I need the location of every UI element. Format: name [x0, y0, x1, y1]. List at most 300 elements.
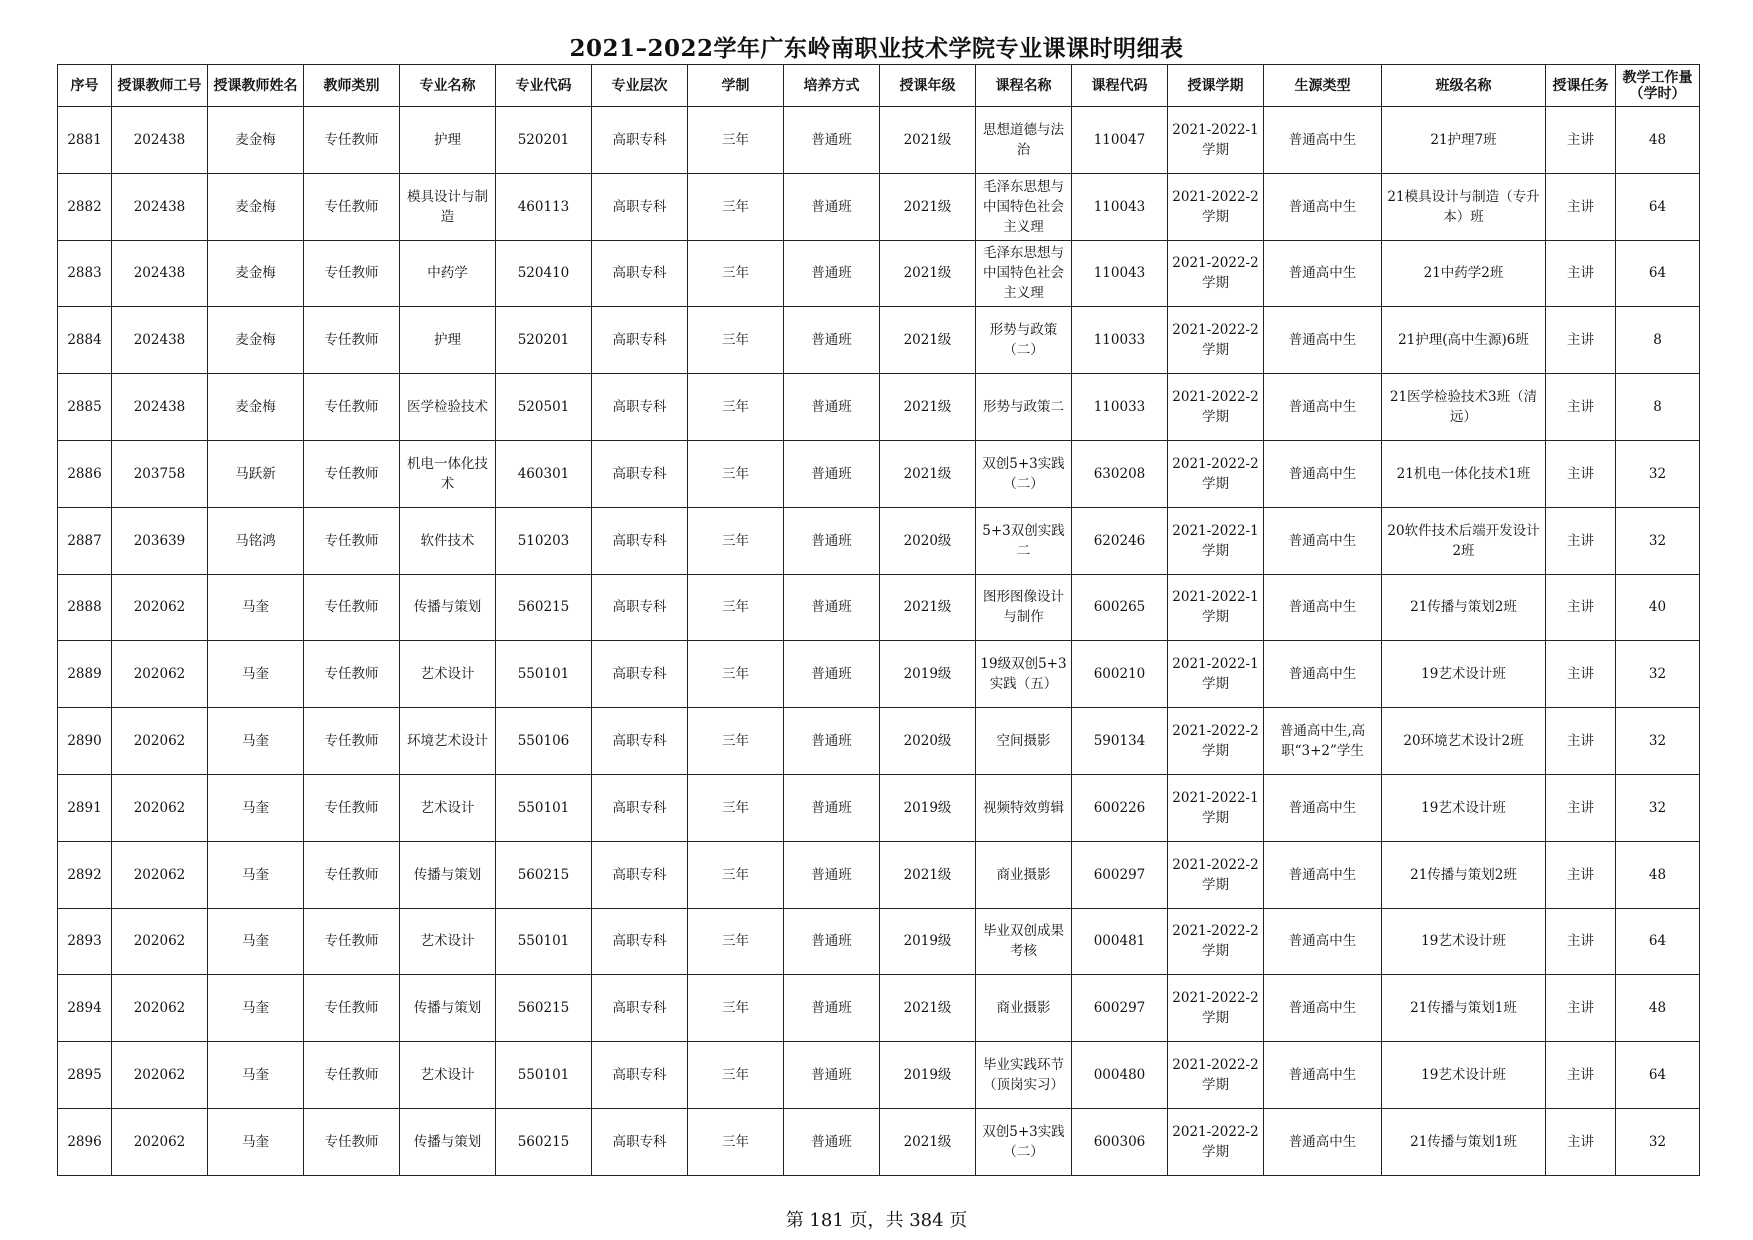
cell-text: 高职专科	[612, 332, 667, 349]
table-cell	[880, 107, 976, 174]
table-cell	[112, 841, 208, 908]
table-cell	[688, 107, 784, 174]
table-cell	[688, 507, 784, 574]
cell-text: 2021-2022-2学期	[1172, 255, 1259, 292]
table-cell	[880, 774, 976, 841]
cell-text: 高职专科	[612, 1133, 667, 1150]
cell-text: 三年	[722, 933, 749, 950]
cell-text: 三年	[722, 399, 749, 416]
table-cell	[592, 107, 688, 174]
cell-text: 5+3双创实践二	[982, 522, 1065, 559]
table-cell	[400, 307, 496, 374]
cell-text: 520501	[517, 399, 570, 416]
table-cell	[1382, 708, 1546, 775]
table-row	[58, 708, 1700, 775]
table-cell	[496, 841, 592, 908]
table-cell	[208, 307, 304, 374]
cell-text: 麦金梅	[235, 131, 276, 148]
table-cell	[1382, 908, 1546, 975]
table-cell	[784, 1108, 880, 1175]
cell-text: 2893	[67, 933, 102, 950]
table-cell	[976, 307, 1072, 374]
cell-text: 普通高中生	[1288, 532, 1357, 549]
table-cell	[1168, 574, 1264, 641]
cell-text: 21传播与策划2班	[1410, 599, 1517, 616]
cell-text: 2882	[67, 198, 102, 215]
table-cell	[112, 574, 208, 641]
table-cell	[1546, 307, 1616, 374]
table-cell	[1546, 107, 1616, 174]
table-cell	[58, 841, 112, 908]
cell-text: 三年	[722, 666, 749, 683]
table-cell	[1382, 574, 1546, 641]
cell-text: 2021-2022-2学期	[1172, 1123, 1259, 1160]
cell-text: 主讲	[1567, 332, 1594, 349]
cell-text: 202062	[133, 866, 186, 883]
page-title: 2021–2022学年广东岭南职业技术学院专业课课时明细表	[569, 35, 1184, 62]
cell-text: 2885	[67, 399, 102, 416]
cell-text: 21中药学2班	[1423, 265, 1504, 282]
cell-text: 模具设计与制造	[407, 188, 488, 225]
table-cell	[880, 1108, 976, 1175]
table-cell	[208, 975, 304, 1042]
table-row	[58, 1108, 1700, 1175]
table-cell	[1072, 374, 1168, 441]
cell-text: 普通高中生	[1288, 866, 1357, 883]
cell-text: 2890	[67, 733, 102, 750]
cell-text: 马铭鸿	[235, 532, 276, 549]
cell-text: 2886	[67, 465, 102, 482]
table-cell	[112, 507, 208, 574]
table-cell	[784, 641, 880, 708]
table-cell	[1168, 440, 1264, 507]
table-cell	[688, 374, 784, 441]
cell-text: 马奎	[242, 1133, 269, 1150]
table-cell	[58, 975, 112, 1042]
table-cell	[592, 574, 688, 641]
cell-text: 马跃新	[235, 465, 276, 482]
cell-text: 专任教师	[324, 866, 379, 883]
cell-text: 普通班	[811, 599, 852, 616]
table-cell	[1382, 173, 1546, 240]
cell-text: 21模具设计与制造（专升本）班	[1387, 188, 1540, 225]
table-cell	[1382, 107, 1546, 174]
table-cell	[784, 440, 880, 507]
cell-text: 32	[1648, 799, 1667, 816]
cell-text: 毕业实践环节（顶岗实习）	[983, 1057, 1064, 1094]
cell-text: 560215	[517, 1000, 570, 1017]
cell-text: 2021级	[903, 131, 952, 148]
table-cell	[1168, 107, 1264, 174]
cell-text: 传播与策划	[413, 866, 482, 883]
table-cell	[58, 708, 112, 775]
table-cell	[592, 774, 688, 841]
cell-text: 202438	[133, 198, 186, 215]
cell-text: 普通班	[811, 532, 852, 549]
table-cell	[1546, 240, 1616, 307]
cell-text: 软件技术	[420, 532, 475, 549]
cell-text: 2021-2022-2学期	[1172, 856, 1259, 893]
table-cell	[1264, 307, 1382, 374]
column-header: 专业代码	[496, 65, 592, 107]
cell-text: 2021-2022-2学期	[1172, 455, 1259, 492]
table-row	[58, 507, 1700, 574]
table-cell	[880, 908, 976, 975]
table-cell	[1616, 107, 1700, 174]
cell-text: 高职专科	[612, 799, 667, 816]
table-cell	[880, 841, 976, 908]
cell-text: 2884	[67, 332, 102, 349]
cell-text: 专任教师	[324, 733, 379, 750]
table-cell	[976, 507, 1072, 574]
column-header: 专业名称	[400, 65, 496, 107]
table-cell	[400, 574, 496, 641]
cell-text: 32	[1648, 465, 1667, 482]
table-cell	[688, 975, 784, 1042]
table-cell	[496, 307, 592, 374]
table-cell	[1616, 975, 1700, 1042]
table-cell	[592, 1042, 688, 1109]
table-cell	[976, 574, 1072, 641]
cell-text: 48	[1648, 131, 1667, 148]
cell-text: 专任教师	[324, 1133, 379, 1150]
table-cell	[976, 975, 1072, 1042]
cell-text: 2019级	[903, 666, 952, 683]
cell-text: 2021-2022-1学期	[1172, 121, 1259, 158]
cell-text: 形势与政策二	[983, 399, 1064, 416]
cell-text: 2888	[67, 599, 102, 616]
table-cell	[1264, 574, 1382, 641]
cell-text: 510203	[517, 532, 570, 549]
table-cell	[1264, 1108, 1382, 1175]
cell-text: 主讲	[1567, 666, 1594, 683]
cell-text: 64	[1648, 933, 1667, 950]
table-cell	[1072, 107, 1168, 174]
table-cell	[58, 574, 112, 641]
table-cell	[1072, 975, 1168, 1042]
table-cell	[1072, 908, 1168, 975]
cell-text: 主讲	[1567, 265, 1594, 282]
table-cell	[1072, 708, 1168, 775]
cell-text: 思想道德与法治	[983, 121, 1064, 158]
cell-text: 48	[1648, 1000, 1667, 1017]
table-cell	[1264, 774, 1382, 841]
table-cell	[1382, 975, 1546, 1042]
cell-text: 三年	[722, 799, 749, 816]
cell-text: 550101	[517, 666, 570, 683]
table-cell	[1264, 975, 1382, 1042]
cell-text: 马奎	[242, 799, 269, 816]
cell-text: 202062	[133, 666, 186, 683]
table-cell	[784, 1042, 880, 1109]
table-cell	[58, 307, 112, 374]
cell-text: 视频特效剪辑	[983, 799, 1064, 816]
table-cell	[688, 240, 784, 307]
table-row	[58, 574, 1700, 641]
cell-text: 普通班	[811, 1133, 852, 1150]
table-cell	[688, 841, 784, 908]
table-cell	[208, 1108, 304, 1175]
table-row	[58, 107, 1700, 174]
table-cell	[208, 841, 304, 908]
cell-text: 520201	[517, 131, 570, 148]
table-cell	[1616, 173, 1700, 240]
cell-text: 2021-2022-1学期	[1172, 522, 1259, 559]
cell-text: 普通高中生	[1288, 799, 1357, 816]
table-cell	[784, 708, 880, 775]
table-cell	[208, 708, 304, 775]
cell-text: 110033	[1093, 399, 1146, 416]
column-header: 课程代码	[1072, 65, 1168, 107]
table-body	[58, 107, 1700, 1176]
cell-text: 630208	[1093, 465, 1146, 482]
cell-text: 21机电一体化技术1班	[1396, 465, 1531, 482]
table-cell	[1168, 641, 1264, 708]
table-cell	[1382, 841, 1546, 908]
cell-text: 2021级	[903, 332, 952, 349]
cell-text: 202062	[133, 733, 186, 750]
table-cell	[1616, 1042, 1700, 1109]
column-header: 教学工作量（学时）	[1616, 65, 1700, 107]
cell-text: 2021级	[903, 599, 952, 616]
table-cell	[1616, 774, 1700, 841]
table-cell	[208, 774, 304, 841]
table-cell	[304, 975, 400, 1042]
cell-text: 麦金梅	[235, 399, 276, 416]
cell-text: 中药学	[427, 265, 468, 282]
table-cell	[58, 1108, 112, 1175]
cell-text: 202438	[133, 131, 186, 148]
cell-text: 普通班	[811, 1000, 852, 1017]
table-cell	[208, 574, 304, 641]
table-cell	[496, 440, 592, 507]
table-cell	[1072, 240, 1168, 307]
cell-text: 普通高中生,高职“3+2”学生	[1279, 723, 1366, 760]
cell-text: 2021-2022-2学期	[1172, 923, 1259, 960]
cell-text: 21传播与策划2班	[1410, 866, 1517, 883]
table-cell	[1264, 173, 1382, 240]
cell-text: 普通班	[811, 866, 852, 883]
cell-text: 高职专科	[612, 1000, 667, 1017]
cell-text: 2887	[67, 532, 102, 549]
table-cell	[592, 240, 688, 307]
table-cell	[304, 641, 400, 708]
table-cell	[976, 708, 1072, 775]
table-cell	[784, 240, 880, 307]
table-cell	[304, 908, 400, 975]
table-cell	[1072, 507, 1168, 574]
cell-text: 32	[1648, 666, 1667, 683]
table-row	[58, 240, 1700, 307]
column-header: 课程名称	[976, 65, 1072, 107]
cell-text: 2894	[67, 1000, 102, 1017]
cell-text: 高职专科	[612, 131, 667, 148]
cell-text: 600297	[1093, 1000, 1146, 1017]
table-cell	[208, 173, 304, 240]
table-cell	[400, 841, 496, 908]
table-cell	[784, 774, 880, 841]
table-cell	[496, 574, 592, 641]
column-header: 教师类别	[304, 65, 400, 107]
table-cell	[592, 908, 688, 975]
cell-text: 48	[1648, 866, 1667, 883]
table-cell	[1072, 173, 1168, 240]
cell-text: 2891	[67, 799, 102, 816]
cell-text: 主讲	[1567, 198, 1594, 215]
table-cell	[1546, 374, 1616, 441]
table-cell	[400, 1042, 496, 1109]
table-cell	[58, 374, 112, 441]
cell-text: 机电一体化技术	[407, 455, 488, 492]
cell-text: 2019级	[903, 1067, 952, 1084]
cell-text: 2021-2022-2学期	[1172, 322, 1259, 359]
cell-text: 三年	[722, 1133, 749, 1150]
table-cell	[496, 173, 592, 240]
table-cell	[1264, 507, 1382, 574]
table-cell	[1616, 574, 1700, 641]
table-cell	[304, 708, 400, 775]
cell-text: 高职专科	[612, 733, 667, 750]
table-cell	[976, 1042, 1072, 1109]
cell-text: 马奎	[242, 599, 269, 616]
table-cell	[976, 440, 1072, 507]
cell-text: 高职专科	[612, 465, 667, 482]
table-cell	[58, 641, 112, 708]
table-cell	[688, 1042, 784, 1109]
table-cell	[1264, 374, 1382, 441]
cell-text: 普通班	[811, 465, 852, 482]
cell-text: 2892	[67, 866, 102, 883]
page-footer: 第 181 页，共 384 页	[785, 1210, 968, 1231]
cell-text: 传播与策划	[413, 1000, 482, 1017]
cell-text: 550106	[517, 733, 570, 750]
table-cell	[688, 574, 784, 641]
table-cell	[1616, 374, 1700, 441]
cell-text: 医学检验技术	[407, 399, 488, 416]
column-header: 授课教师工号	[112, 65, 208, 107]
table-row	[58, 440, 1700, 507]
table-cell	[112, 173, 208, 240]
cell-text: 590134	[1093, 733, 1146, 750]
cell-text: 主讲	[1567, 1000, 1594, 1017]
cell-text: 21传播与策划1班	[1410, 1133, 1517, 1150]
table-cell	[58, 507, 112, 574]
table-cell	[592, 1108, 688, 1175]
cell-text: 专任教师	[324, 399, 379, 416]
table-cell	[592, 641, 688, 708]
column-header: 班级名称	[1382, 65, 1546, 107]
cell-text: 202062	[133, 799, 186, 816]
table-cell	[112, 975, 208, 1042]
cell-text: 000481	[1093, 933, 1146, 950]
table-cell	[784, 574, 880, 641]
cell-text: 110043	[1093, 265, 1146, 282]
cell-text: 高职专科	[612, 399, 667, 416]
cell-text: 2889	[67, 666, 102, 683]
table-cell	[400, 641, 496, 708]
table-cell	[1616, 240, 1700, 307]
cell-text: 普通班	[811, 733, 852, 750]
table-cell	[1168, 374, 1264, 441]
table-cell	[208, 374, 304, 441]
table-cell	[1382, 374, 1546, 441]
table-cell	[1382, 440, 1546, 507]
cell-text: 普通班	[811, 933, 852, 950]
table-cell	[58, 107, 112, 174]
cell-text: 主讲	[1567, 532, 1594, 549]
table-row	[58, 975, 1700, 1042]
cell-text: 普通高中生	[1288, 666, 1357, 683]
table-cell	[1616, 1108, 1700, 1175]
cell-text: 商业摄影	[996, 866, 1051, 883]
cell-text: 520201	[517, 332, 570, 349]
table-cell	[1382, 507, 1546, 574]
table-cell	[208, 1042, 304, 1109]
table-cell	[1264, 1042, 1382, 1109]
cell-text: 毛泽东思想与中国特色社会主义理	[983, 245, 1064, 302]
table-cell	[1264, 440, 1382, 507]
cell-text: 2883	[67, 265, 102, 282]
column-header: 序号	[58, 65, 112, 107]
cell-text: 19艺术设计班	[1421, 666, 1506, 683]
cell-text: 普通班	[811, 131, 852, 148]
table-cell	[58, 173, 112, 240]
cell-text: 普通班	[811, 332, 852, 349]
column-header: 授课年级	[880, 65, 976, 107]
table-cell	[1072, 440, 1168, 507]
cell-text: 600210	[1093, 666, 1146, 683]
table-cell	[1382, 1042, 1546, 1109]
table-cell	[1546, 440, 1616, 507]
table-cell	[1072, 774, 1168, 841]
table-cell	[1382, 641, 1546, 708]
table-cell	[688, 641, 784, 708]
cell-text: 2021级	[903, 866, 952, 883]
table-row	[58, 307, 1700, 374]
cell-text: 110043	[1093, 198, 1146, 215]
table-cell	[112, 708, 208, 775]
cell-text: 2881	[67, 131, 102, 148]
cell-text: 202062	[133, 1067, 186, 1084]
table-cell	[1264, 240, 1382, 307]
table-cell	[880, 708, 976, 775]
table-cell	[592, 507, 688, 574]
table-cell	[304, 1108, 400, 1175]
table-cell	[1072, 1108, 1168, 1175]
table-cell	[112, 774, 208, 841]
table-cell	[496, 774, 592, 841]
cell-text: 8	[1653, 332, 1662, 349]
table-cell	[496, 975, 592, 1042]
cell-text: 艺术设计	[420, 933, 475, 950]
cell-text: 普通高中生	[1288, 332, 1357, 349]
cell-text: 专任教师	[324, 799, 379, 816]
cell-text: 普通高中生	[1288, 599, 1357, 616]
cell-text: 19级双创5+3实践（五）	[980, 656, 1067, 693]
table-cell	[112, 641, 208, 708]
cell-text: 形势与政策（二）	[989, 322, 1058, 359]
cell-text: 三年	[722, 866, 749, 883]
table-cell	[1546, 1108, 1616, 1175]
table-cell	[592, 173, 688, 240]
cell-text: 21传播与策划1班	[1410, 1000, 1517, 1017]
cell-text: 19艺术设计班	[1421, 799, 1506, 816]
table-cell	[880, 173, 976, 240]
table-cell	[1546, 1042, 1616, 1109]
cell-text: 普通高中生	[1288, 265, 1357, 282]
cell-text: 三年	[722, 465, 749, 482]
cell-text: 空间摄影	[996, 733, 1051, 750]
